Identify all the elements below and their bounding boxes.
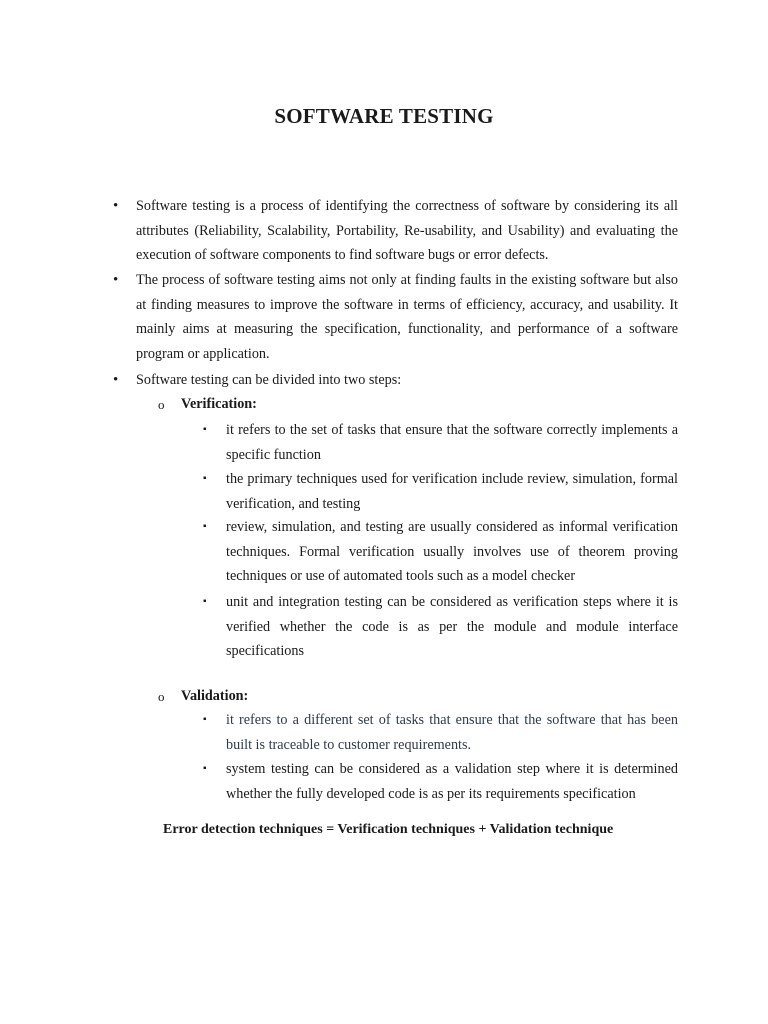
square-bullet-marker: ▪ [203, 424, 207, 435]
verification-item: unit and integration testing can be considered as verification steps where it is verified whether the code is as per the module and module interface specifications [226, 594, 678, 660]
square-bullet-marker: ▪ [203, 521, 207, 532]
verification-heading: Verification: [181, 396, 257, 412]
square-bullet-marker: ▪ [203, 473, 207, 484]
summary-equation: Error detection techniques = Verification techniques + Validation technique [163, 822, 614, 837]
square-bullet-marker: ▪ [203, 596, 207, 607]
document-title: SOFTWARE TESTING [274, 104, 494, 128]
bullet-marker: • [113, 372, 119, 388]
square-bullet-marker: ▪ [203, 714, 207, 725]
square-bullet-marker: ▪ [203, 763, 207, 774]
bullet-paragraph: Software testing can be divided into two steps: [136, 372, 402, 388]
sub-bullet-marker: o [158, 397, 165, 412]
bullet-marker: • [113, 198, 119, 214]
bullet-paragraph: The process of software testing aims not only at finding faults in the existing software but also at finding measures to improve the software in terms of efficiency, accuracy, and usability. It mainly aims at measuring the specification, functionality, and performance of a software program or application. [136, 272, 678, 362]
verification-item: the primary techniques used for verification include review, simulation, formal verification, and testing [226, 471, 678, 512]
validation-heading: Validation: [181, 688, 249, 704]
verification-item: it refers to the set of tasks that ensure that the software correctly implements a specific function [226, 422, 678, 463]
bullet-paragraph: Software testing is a process of identifying the correctness of software by considering its all attributes (Reliability, Scalability, Portability, Re-usability, and Usability) and evaluating the execution of software components to find software bugs or error defects. [136, 198, 678, 264]
validation-item: system testing can be considered as a validation step where it is determined whether the fully developed code is as per its requirements specification [226, 761, 678, 802]
validation-item: it refers to a different set of tasks that ensure that the software that has been built is traceable to customer requirements. [226, 712, 678, 753]
sub-bullet-marker: o [158, 689, 165, 704]
bullet-marker: • [113, 272, 119, 288]
verification-item: review, simulation, and testing are usually considered as informal verification techniques. Formal verification usually involves use of theorem proving techniques or use of automated tools such as a model checker [226, 519, 678, 585]
